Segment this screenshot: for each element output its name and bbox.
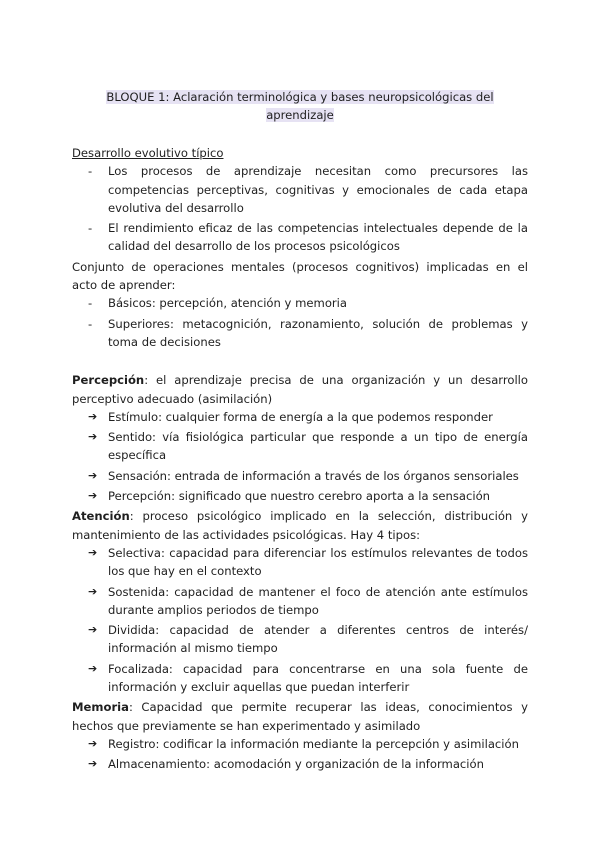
- arrow-icon: ➔: [88, 584, 98, 598]
- arrow-icon: ➔: [88, 468, 98, 482]
- list-item: ➔ Selectiva: capacidad para diferenciar los estímulos relevantes de todos los que hay en el contexto: [88, 545, 528, 579]
- page-title: BLOQUE 1: Aclaración terminológica y bases neuropsicológicas del aprendizaje: [106, 90, 494, 122]
- list-item: ➔ Sostenida: capacidad de mantener el foco de atención ante estímulos durante amplios periodos de tiempo: [88, 584, 528, 617]
- arrow-icon: ➔: [88, 545, 98, 559]
- list-item: - Superiores: metacognición, razonamiento, solución de problemas y toma de decisiones: [88, 316, 528, 349]
- list-item: - Básicos: percepción, atención y memoria: [108, 294, 528, 312]
- section-heading: Desarrollo evolutivo típico: [72, 146, 224, 160]
- arrow-icon: ➔: [88, 623, 98, 637]
- list-item: ➔ Almacenamiento: acomodación y organización de la información: [108, 755, 528, 773]
- arrow-icon: ➔: [88, 736, 98, 750]
- paragraph: Conjunto de operaciones mentales (procesos cognitivos) implicadas en el acto de aprender:: [72, 259, 528, 293]
- dash-marker: -: [88, 296, 93, 311]
- document-body: [72, 144, 528, 776]
- arrow-icon: ➔: [88, 430, 98, 444]
- arrow-icon: ➔: [88, 409, 98, 423]
- list-item: ➔ Focalizada: capacidad para concentrarse en una sola fuente de información y excluir aquellas que puedan interferir: [88, 661, 528, 695]
- arrow-icon: ➔: [88, 489, 98, 503]
- arrow-icon: ➔: [88, 661, 98, 675]
- list-item: ➔ Estímulo: cualquier forma de energía a la que podemos responder: [108, 408, 528, 426]
- list-item: ➔ Dividida: capacidad de atender a diferentes centros de interés/ información al mismo tiempo: [88, 623, 528, 656]
- paragraph-memoria: Memoria: Capacidad que permite recuperar las ideas, conocimientos y hechos que previamente se han experimentado y asimilado: [72, 700, 528, 733]
- dash-marker: -: [88, 221, 93, 236]
- list-item: ➔ Registro: codificar la información mediante la percepción y asimilación: [108, 735, 528, 753]
- list-item: - El rendimiento eficaz de las competencias intelectuales depende de la calidad del desarrollo de los procesos psicológicos: [88, 221, 528, 254]
- paragraph-atencion: Atención: proceso psicológico implicado en la selección, distribución y mantenimiento de las actividades psicológicas. Hay 4 tipos:: [72, 509, 528, 542]
- list-item: ➔ Percepción: significado que nuestro cerebro aporta a la sensación: [108, 487, 528, 505]
- arrow-icon: ➔: [88, 757, 98, 771]
- list-item: - Los procesos de aprendizaje necesitan como precursores las competencias perceptivas, cognitivas y emocionales de cada etapa evolutiva del desarrollo: [88, 164, 528, 215]
- list-item: ➔ Sentido: vía fisiológica particular que responde a un tipo de energía específica: [88, 430, 528, 463]
- list-item: ➔ Sensación: entrada de información a través de los órganos sensoriales: [108, 467, 528, 485]
- dash-marker: -: [88, 164, 93, 179]
- paragraph-percepcion: Percepción: el aprendizaje precisa de una organización y un desarrollo perceptivo adecuado (asimilación): [72, 373, 528, 406]
- dash-marker: -: [88, 316, 93, 331]
